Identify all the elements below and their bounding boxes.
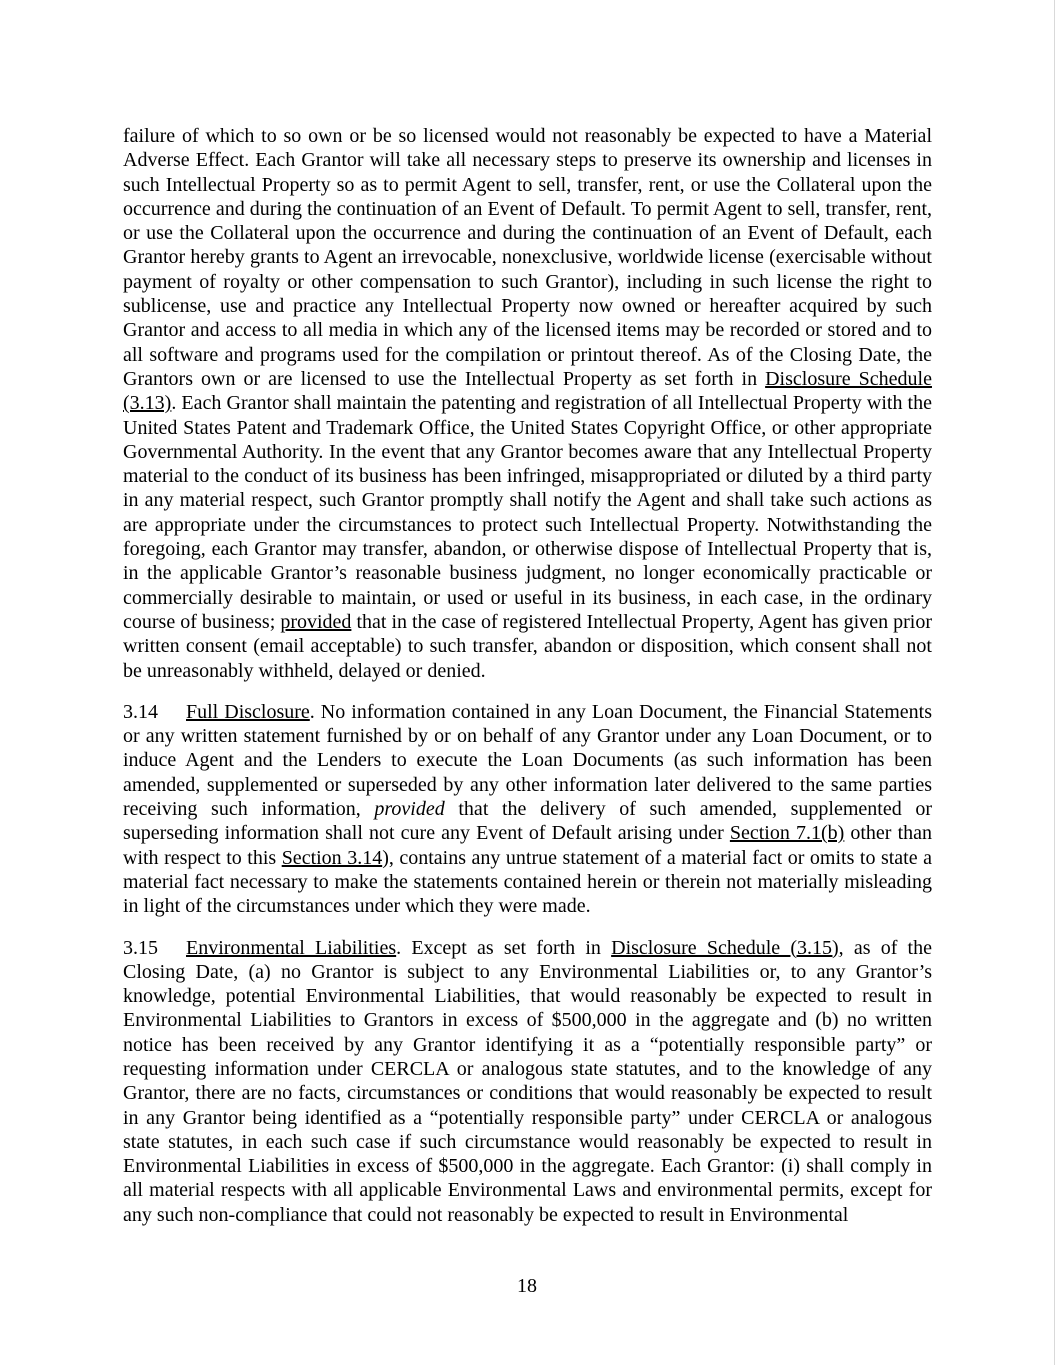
page-number: 18 [517,1275,537,1297]
text-run: . No information contained in any Loan Document, the Financial Statements or any written statement furnished by or on behalf of any Grantor under any Loan Document, or to induce Agent and the Lenders to execute the Loan Documents (as such information has been amended, supplemented or superseded by any other information later delivered to the same parties receiving such information, [123,700,932,821]
text-run: failure of which to so own or be so licensed would not reasonably be expected to have a Material Adverse Effect. Each Grantor will take all necessary steps to preserve its ownership and licenses in such Intellectual Property so as to permit Agent to sell, transfer, rent, or use the Collateral upon the occurrence and during the continuation of an Event of Default. To permit Agent to sell, transfer, rent, or use the Collateral upon the occurrence and during the continuation of an Event of Default, each Grantor hereby grants to Agent an irrevocable, nonexclusive, worldwide license (exercisable without payment of royalty or other compensation to such Grantor), including in such license the right to sublicense, use and practice any Intellectual Property now owned or hereafter acquired by such Grantor and access to all media in which any of the licensed items may be recorded or stored and to all software and programs used for the compilation or printout thereof. As of the Closing Date, the Grantors own or are licensed to use the Intellectual Property as set forth in [123,125,932,390]
term-provided-underlined: provided [280,610,352,633]
text-run: that the delivery of such amended, supplemented or superseding information shall not cure any Event of Default arising under [123,798,932,845]
ref-section-3-14: Section 3.14 [281,846,383,869]
section-number: 3.14 [123,700,158,723]
section-number: 3.15 [123,936,158,959]
text-run: other than with respect to this [123,822,932,869]
section-3-14-full-disclosure [123,700,932,919]
text-run: ), contains any untrue statement of a material fact or omits to state a material fact necessary to make the statements contained herein or therein not materially misleading in light of the circumstances under which they were made. [123,846,932,918]
paragraph-intellectual-property [123,124,932,683]
ref-section-7-1-b: Section 7.1(b) [729,822,845,845]
text-run: . Except as set forth in [396,936,612,959]
term-provided-italic: provided [374,798,445,821]
section-3-15-environmental-liabilities [123,936,932,1228]
text-run: , as of the Closing Date, (a) no Grantor is subject to any Environmental Liabilities or, to any Grantor’s knowledge, potential Environmental Liabilities, that would reasonably be expected to result in Environmental Liabilities to Grantors in excess of $500,000 in the aggregate and (b) no written notice has been received by any Grantor identifying it as a “potentially responsible party” or requesting information under CERCLA or analogous state statutes, and to the knowledge of any Grantor, there are no facts, circumstances or conditions that would reasonably be expected to result in any Grantor being identified as a “potentially responsible party” under CERCLA or analogous state statutes, in each such case if such circumstance would reasonably be expected to result in Environmental Liabilities in excess of $500,000 in the aggregate. Each Grantor: (i) shall comply in all material respects with all applicable Environmental Laws and environmental permits, except for any such non-compliance that could not reasonably be expected to result in Environmental [123,936,932,1226]
text-run: that in the case of registered Intellectual Property, Agent has given prior written consent (email acceptable) to such transfer, abandon or disposition, which consent shall not be unreasonably withheld, delayed or denied. [123,610,932,682]
section-heading: Full Disclosure [186,700,310,723]
section-heading: Environmental Liabilities [186,936,397,959]
text-block [123,124,932,1244]
text-run: . Each Grantor shall maintain the patenting and registration of all Intellectual Property with the United States Patent and Trademark Office, the United States Copyright Office, or other appropriate Governmental Authority. In the event that any Grantor becomes aware that any Intellectual Property material to the conduct of its business has been infringed, misappropriated or diluted by a third party in any material respect, such Grantor promptly shall notify the Agent and shall take such actions as are appropriate under the circumstances to protect such Intellectual Property. Notwithstanding the foregoing, each Grantor may transfer, abandon, or otherwise dispose of Intellectual Property that is, in the applicable Grantor’s reasonable business judgment, no longer economically practicable or commercially desirable to maintain, or used or useful in its business, in each case, in the ordinary course of business; [123,392,932,633]
ref-disclosure-schedule-3-13: Disclosure Schedule (3.13) [123,367,932,415]
ref-disclosure-schedule-3-15: Disclosure Schedule (3.15) [611,936,839,959]
